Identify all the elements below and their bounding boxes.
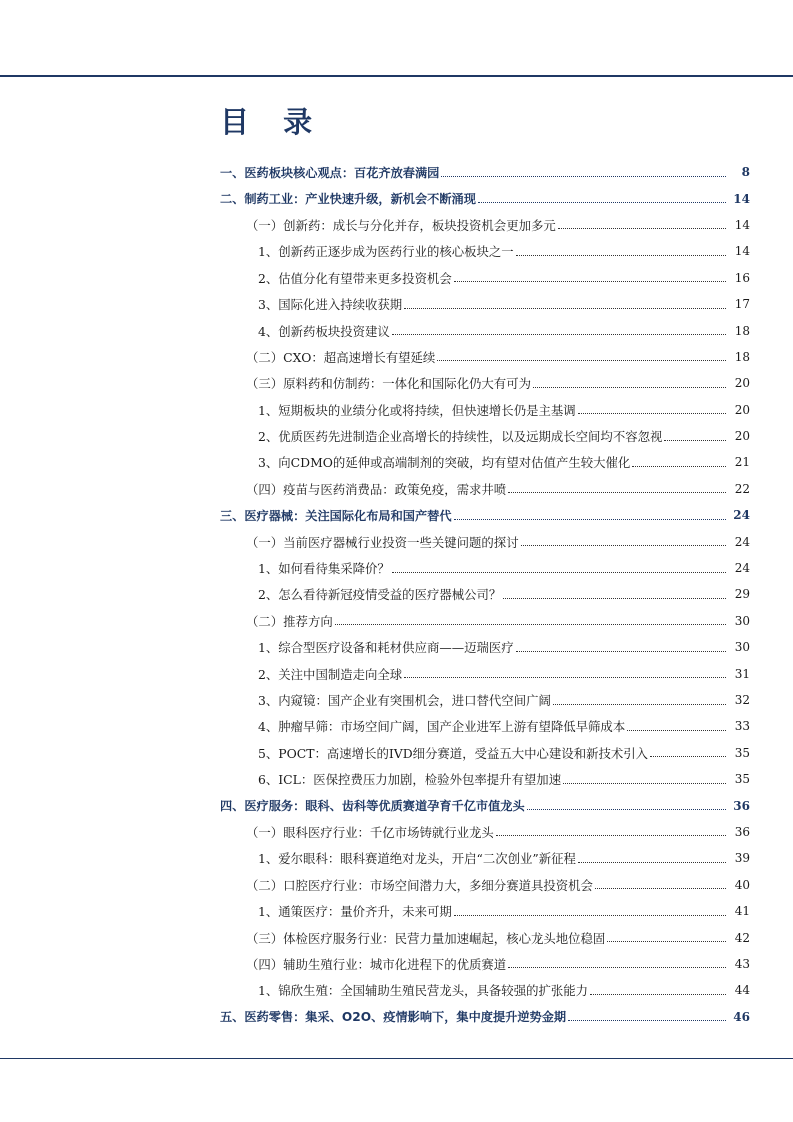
toc-entry-level3[interactable] — [0, 766, 750, 792]
toc-page-number: 36 — [733, 798, 750, 813]
toc-entry-level3[interactable] — [0, 423, 750, 449]
toc-page-number: 36 — [734, 824, 750, 839]
toc-entry-level2[interactable] — [0, 872, 750, 898]
toc-page-number: 46 — [733, 1009, 750, 1024]
toc-entry-level3[interactable] — [0, 238, 750, 264]
toc-entry-level2[interactable] — [0, 924, 750, 950]
toc-entry-text: 五、医药零售：集采、O2O、疫情影响下，集中度提升逆势金期 — [220, 1010, 567, 1025]
toc-entry-level3[interactable] — [0, 634, 750, 660]
dot-leader — [335, 624, 726, 625]
table-of-contents — [0, 159, 793, 1030]
toc-page-number: 24 — [733, 508, 750, 523]
toc-entry-text: （一）眼科医疗行业：千亿市场铸就行业龙头 — [246, 824, 494, 840]
toc-entry-text: 2、怎么看待新冠疫情受益的医疗器械公司？ — [258, 587, 502, 603]
dot-leader — [558, 228, 726, 229]
toc-entry-text: 四、医疗服务：眼科、齿科等优质赛道孕育千亿市值龙头 — [220, 799, 525, 814]
dot-leader — [454, 915, 726, 916]
dot-leader — [607, 941, 726, 942]
toc-entry-level3[interactable] — [0, 660, 750, 686]
dot-leader — [578, 862, 726, 863]
toc-page-number: 16 — [734, 270, 750, 285]
dot-leader — [664, 440, 726, 441]
header-rule — [0, 75, 793, 77]
toc-entry-level3[interactable] — [0, 265, 750, 291]
toc-entry-text: 3、内窥镜：国产企业有突围机会，进口替代空间广阔 — [258, 693, 551, 708]
toc-entry-text: （三）体检医疗服务行业：民营力量加速崛起，核心龙头地位稳固 — [246, 930, 606, 946]
dot-leader — [454, 281, 726, 282]
dot-leader — [496, 835, 726, 836]
toc-entry-text: 二、制药工业：产业快速升级，新机会不断涌现 — [220, 192, 476, 207]
toc-page-number: 21 — [734, 455, 750, 470]
dot-leader — [508, 967, 726, 968]
toc-entry-text: （一）当前医疗器械行业投资一些关键问题的探讨 — [246, 534, 519, 550]
toc-page-number: 40 — [734, 877, 750, 892]
toc-entry-level2[interactable] — [0, 476, 750, 502]
toc-entry-text: （四）辅助生殖行业：城市化进程下的优质赛道 — [246, 956, 507, 972]
dot-leader — [404, 677, 726, 678]
toc-entry-level1[interactable] — [0, 159, 750, 185]
toc-entry-text: 4、创新药板块投资建议 — [258, 323, 390, 339]
toc-page-number: 29 — [734, 587, 750, 602]
toc-page-number: 14 — [734, 217, 750, 232]
toc-page-number: 32 — [734, 693, 750, 707]
toc-page-number: 30 — [734, 640, 750, 655]
toc-page-number: 42 — [734, 930, 750, 945]
dot-leader — [503, 598, 726, 599]
toc-entry-level2[interactable] — [0, 608, 750, 634]
toc-page-number: 20 — [734, 376, 750, 391]
toc-page-number: 35 — [734, 772, 750, 787]
toc-entry-text: 1、短期板块的业绩分化或将持续，但快速增长仍是主基调 — [258, 402, 576, 418]
toc-entry-level3[interactable] — [0, 317, 750, 343]
toc-entry-text: （二）口腔医疗行业：市场空间潜力大，多细分赛道具投资机会 — [246, 877, 593, 893]
toc-entry-text: （二）CXO：超高速增长有望延续 — [246, 349, 436, 365]
dot-leader — [527, 809, 726, 810]
toc-entry-level3[interactable] — [0, 740, 750, 766]
dot-leader — [516, 255, 726, 256]
toc-entry-text: 2、关注中国制造走向全球 — [258, 666, 403, 682]
toc-entry-text: 1、爱尔眼科：眼科赛道绝对龙头，开启“二次创业”新征程 — [258, 851, 576, 867]
dot-leader — [404, 308, 726, 309]
page-title: 目 录 — [220, 105, 325, 139]
toc-entry-text: 1、创新药正逐步成为医药行业的核心板块之一 — [258, 244, 514, 260]
toc-entry-text: 三、医疗器械：关注国际化布局和国产替代 — [220, 508, 452, 523]
toc-entry-text: 5、POCT：高速增长的IVD细分赛道，受益五大中心建设和新技术引入 — [258, 745, 649, 761]
toc-page-number: 35 — [734, 745, 750, 760]
toc-entry-level3[interactable] — [0, 555, 750, 581]
toc-page-number: 44 — [734, 983, 750, 998]
toc-entry-level1[interactable] — [0, 185, 750, 211]
toc-page-number: 24 — [734, 534, 750, 549]
dot-leader — [516, 651, 726, 652]
dot-leader — [521, 545, 726, 546]
toc-entry-level3[interactable] — [0, 713, 750, 739]
dot-leader — [553, 704, 726, 705]
dot-leader — [568, 1020, 726, 1021]
toc-entry-text: 1、如何看待集采降价？ — [258, 561, 390, 577]
dot-leader — [595, 888, 726, 889]
toc-page-number: 33 — [734, 719, 750, 734]
toc-entry-level3[interactable] — [0, 449, 750, 475]
toc-entry-level2[interactable] — [0, 212, 750, 238]
toc-entry-level2[interactable] — [0, 344, 750, 370]
toc-entry-text: 1、通策医疗：量价齐升，未来可期 — [258, 904, 452, 920]
toc-entry-text: （二）推荐方向 — [246, 613, 333, 629]
dot-leader — [563, 783, 726, 784]
toc-page-number: 41 — [734, 904, 750, 919]
dot-leader — [590, 994, 726, 995]
toc-page-number: 22 — [734, 481, 750, 496]
toc-entry-level2[interactable] — [0, 528, 750, 554]
toc-entry-text: 4、肿瘤早筛：市场空间广阔，国产企业进军上游有望降低早筛成本 — [258, 719, 626, 735]
toc-entry-text: 1、锦欣生殖：全国辅助生殖民营龙头，具备较强的扩张能力 — [258, 983, 589, 999]
toc-entry-level2[interactable] — [0, 951, 750, 977]
toc-entry-text: 1、综合型医疗设备和耗材供应商——迈瑞医疗 — [258, 640, 514, 656]
dot-leader — [533, 387, 726, 388]
footer-rule — [0, 1058, 793, 1059]
toc-entry-level3[interactable] — [0, 845, 750, 871]
toc-entry-level3[interactable] — [0, 291, 750, 317]
toc-entry-level1[interactable] — [0, 792, 750, 818]
dot-leader — [627, 730, 726, 731]
toc-entry-text: 2、估值分化有望带来更多投资机会 — [258, 270, 452, 286]
dot-leader — [478, 202, 726, 203]
dot-leader — [578, 413, 726, 414]
toc-entry-level3[interactable] — [0, 581, 750, 607]
toc-page-number: 24 — [734, 561, 750, 576]
toc-entry-text: （一）创新药：成长与分化并存，板块投资机会更加多元 — [246, 217, 556, 233]
dot-leader — [632, 466, 726, 467]
toc-entry-level1[interactable] — [0, 1004, 750, 1030]
toc-entry-level3[interactable] — [0, 397, 750, 423]
toc-entry-text: 3、向CDMO的延伸或高端制剂的突破，均有望对估值产生较大催化 — [258, 455, 631, 471]
toc-page-number: 8 — [741, 165, 750, 180]
toc-page-number: 43 — [734, 956, 750, 971]
toc-entry-text: 3、国际化进入持续收获期 — [258, 297, 403, 313]
dot-leader — [650, 756, 726, 757]
toc-entry-level3[interactable] — [0, 687, 750, 713]
toc-entry-text: 一、医药板块核心观点：百花齐放春满园 — [220, 165, 440, 180]
toc-entry-level1[interactable] — [0, 502, 750, 528]
toc-page-number: 20 — [734, 429, 750, 444]
toc-entry-level3[interactable] — [0, 898, 750, 924]
dot-leader — [441, 176, 726, 177]
dot-leader — [454, 519, 726, 520]
toc-page-number: 39 — [734, 851, 750, 866]
toc-page-number: 17 — [734, 297, 750, 312]
toc-entry-text: （四）疫苗与医药消费品：政策免疫，需求井喷 — [246, 481, 507, 497]
toc-page-number: 18 — [734, 323, 750, 338]
toc-entry-level2[interactable] — [0, 370, 750, 396]
toc-page-number: 20 — [734, 402, 750, 417]
toc-entry-text: 2、优质医药先进制造企业高增长的持续性，以及远期成长空间均不容忽视 — [258, 429, 663, 445]
toc-entry-level2[interactable] — [0, 819, 750, 845]
toc-page-number: 31 — [734, 666, 750, 681]
toc-page-number: 14 — [733, 191, 750, 206]
dot-leader — [437, 360, 726, 361]
dot-leader — [392, 572, 726, 573]
toc-page-number: 14 — [734, 244, 750, 259]
toc-entry-level3[interactable] — [0, 977, 750, 1003]
toc-entry-text: （三）原料药和仿制药：一体化和国际化仍大有可为 — [246, 376, 531, 392]
toc-entry-text: 6、ICL：医保控费压力加剧，检验外包率提升有望加速 — [258, 772, 562, 788]
dot-leader — [508, 492, 726, 493]
dot-leader — [392, 334, 726, 335]
toc-page-number: 30 — [734, 613, 750, 628]
toc-page-number: 18 — [734, 349, 750, 364]
